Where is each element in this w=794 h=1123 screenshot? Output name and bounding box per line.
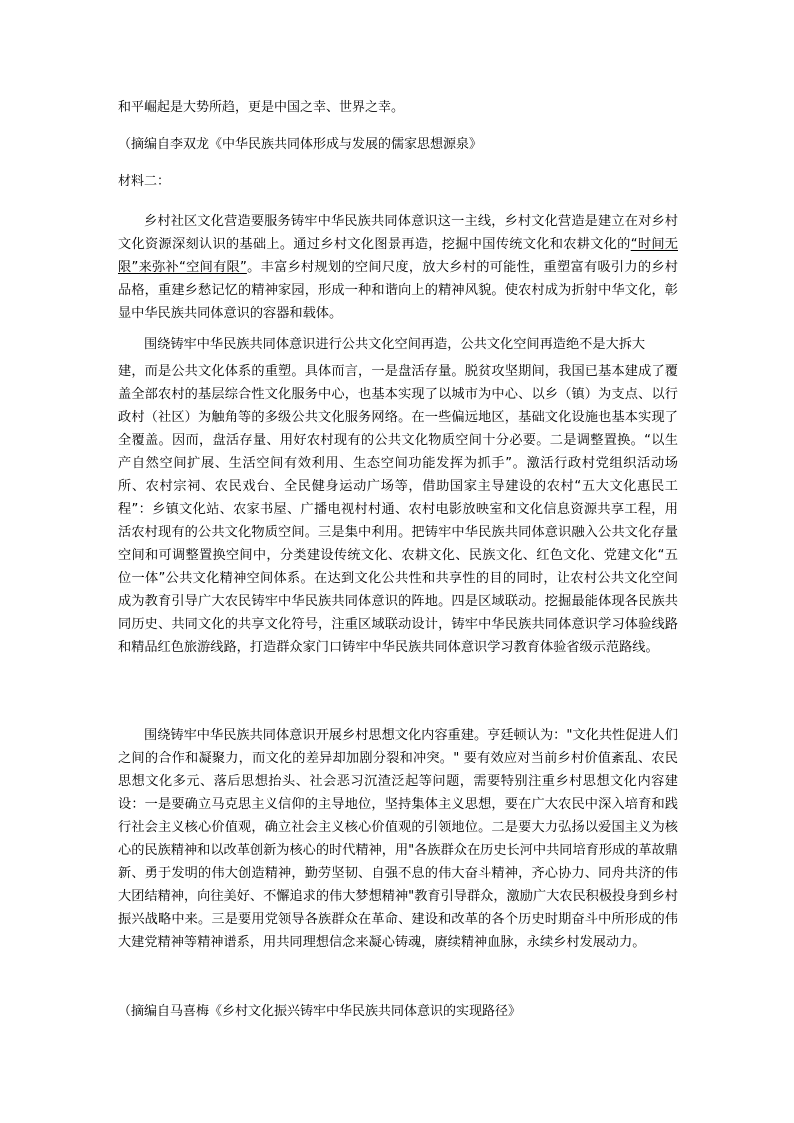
citation-text-1: （摘编自李双龙《中华民族共同体形成与发展的儒家思想源泉》: [118, 137, 483, 152]
paragraph-1-part-a: 乡村社区文化营造要服务铸牢中华民族共同体意识这一主线，乡村文化营造是建立在对乡村文化资源深刻认识的基础上。通过乡村文化图景再造，挖掘中国传统文化和农耕文化的: [118, 214, 678, 252]
source-citation-1: [118, 133, 678, 157]
paragraph-2-body: 建，而是公共文化体系的重塑。具体而言，一是盘活存量。脱贫攻坚期间，我国已基本建成了覆盖全部农村的基层综合性文化服务中心，也基本实现了以城市为中心、以乡（镇）为支点、以行政村（社区）为触角等的多级公共文化服务网络。在一些偏远地区，基础文化设施也基本实现了全覆盖。因而，盘活存量、用好农村现有的公共文化物质空间十分必要。二是调整置换。“以生产自然空间扩展、生活空间有效利用、生态空间功能发挥为抓手”。激活行政村党组织活动场所、农村宗祠、农民戏台、全民健身运动广场等，借助国家主导建设的农村“五大文化惠民工程”：乡镇文化站、农家书屋、广播电视村村通、农村电影放映室和文化信息资源共享工程，用活农村现有的公共文化物质空间。三是集中利用。把铸牢中华民族共同体意识融入公共文化存量空间和可调整置换空间中，分类建设传统文化、农耕文化、民族文化、红色文化、党建文化“五位一体”公共文化精神空间体系。在达到文化公共性和共享性的目的同时，让农村公共文化空间成为教育引导广大农民铸牢中华民族共同体意识的阵地。四是区域联动。挖掘最能体现各民族共同历史、共同文化的共享文化符号，注重区域联动设计，铸牢中华民族共同体意识学习体验线路和精品红色旅游线路，打造群众家门口铸牢中华民族共同体意识学习教育体验省级示范路线。: [118, 364, 678, 655]
continuation-line: 和平崛起是大势所趋，更是中国之幸、世界之幸。: [118, 100, 405, 115]
paragraph-2-first-line: 围绕铸牢中华民族共同体意识进行公共文化空间再造，公共文化空间再造绝不是大拆大: [144, 337, 646, 352]
paragraph-1-text: [118, 210, 678, 325]
paragraph-2: [118, 330, 678, 659]
citation-text-2: （摘编自马喜梅《乡村文化振兴铸牢中华民族共同体意识的实现路径》: [118, 1004, 522, 1019]
top-line-block: [118, 96, 678, 120]
source-citation-2: [118, 1000, 678, 1024]
material-2-label: 材料二：: [118, 174, 171, 189]
paragraph-1: [118, 210, 678, 325]
paragraph-3: [118, 724, 678, 954]
paragraph-3-text: 围绕铸牢中华民族共同体意识开展乡村思想文化内容重建。亨廷顿认为："文化共性促进人们之间的合作和凝聚力，而文化的差异却加剧分裂和冲突。" 要有效应对当前乡村价值紊乱、农民思想文化多元、落后思想抬头、社会恶习沉渣泛起等问题，需要特别注重乡村思想文化内容建设：一是要确立马克思主义信仰的主导地位，坚持集体主义思想，要在广大农民中深入培育和践行社会主义核心价值观，确立社会主义核心价值观的引领地位。二是要大力弘扬以爱国主义为核心的民族精神和以改革创新为核心的时代精神，用"各族群众在历史长河中共同培育形成的革故鼎新、勇于发明的伟大创造精神，勤劳坚韧、自强不息的伟大奋斗精神，齐心协力、同舟共济的伟大团结精神，向往美好、不懈追求的伟大梦想精神"教育引导群众，激励广大农民积极投身到乡村振兴战略中来。三是要用党领导各族群众在革命、建设和改革的各个历史时期奋斗中所形成的伟大建党精神等精神谱系，用共同理想信念来凝心铸魂，赓续精神血脉，永续乡村发展动力。: [118, 728, 678, 950]
paragraph-1-part-b: 。丰富乡村规划的空间尺度，放大乡村的可能性，重塑富有吸引力的乡村品格，重建乡愁记忆的精神家园，形成一种和谐向上的精神风貌。使农村成为折射中华文化，彰显中华民族共同体意识的容器和载体。: [118, 260, 678, 321]
material-label-block: [118, 170, 678, 194]
underlined-phrase: “时间无限”来弥补“空间有限”: [118, 237, 678, 275]
